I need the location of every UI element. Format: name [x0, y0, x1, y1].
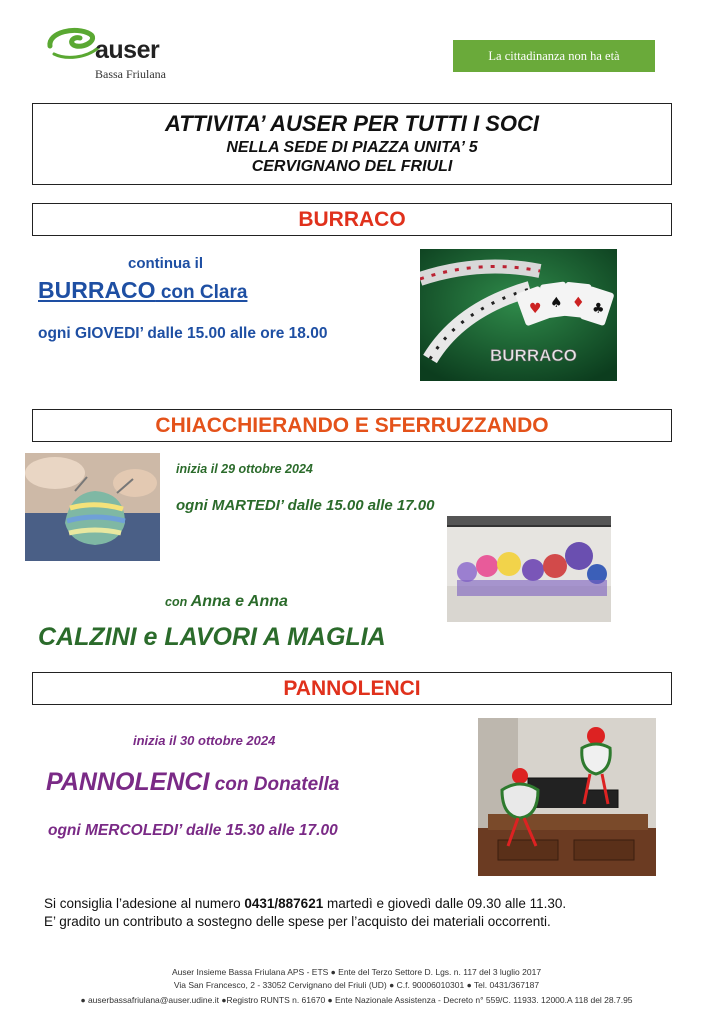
svg-text:♠: ♠	[550, 295, 563, 311]
pannolenci-teacher: con Donatella	[209, 774, 340, 795]
chiacchierando-activity: CALZINI e LAVORI A MAGLIA	[38, 623, 386, 651]
chiacchierando-teachers	[165, 593, 288, 611]
svg-text:♥: ♥	[529, 301, 542, 317]
footer-line-1: Auser Insieme Bassa Friulana APS - ETS ● Ente del Terzo Settore D. Lgs. n. 117 del 3 luglio 2017	[171, 967, 542, 977]
logo-name: auser	[95, 36, 160, 64]
title-line-3: CERVIGNANO DEL FRIULI	[251, 158, 453, 175]
note-suffix: martedì e giovedì dalle 09.30 alle 11.30.	[323, 896, 567, 911]
burraco-schedule: ogni GIOVEDI’ dalle 15.00 alle ore 18.00	[38, 325, 328, 342]
contribution-note: E’ gradito un contributo a sostegno delle spese per l’acquisto dei materiali occorrenti.	[44, 914, 551, 929]
section-heading-burraco: BURRACO	[32, 203, 672, 236]
con-label: con	[165, 595, 191, 609]
burraco-image-text: BURRACO	[490, 346, 577, 365]
pannolenci-start: inizia il 30 ottobre 2024	[133, 733, 276, 748]
title-line-1: ATTIVITA’ AUSER PER TUTTI I SOCI	[164, 111, 539, 136]
note-prefix: Si consiglia l’adesione al numero	[44, 896, 245, 911]
burraco-continua: continua il	[128, 255, 203, 272]
phone-number: 0431/887621	[244, 896, 324, 911]
membership-note	[44, 896, 566, 911]
knitting-sock-image	[25, 453, 160, 561]
pannolenci-name: PANNOLENCI	[46, 768, 210, 796]
section-heading-pannolenci: PANNOLENCI	[32, 672, 672, 705]
burraco-teacher: con Clara	[155, 282, 248, 303]
title-line-2: NELLA SEDE DI PIAZZA UNITA’ 5	[226, 139, 478, 156]
slogan-banner: La cittadinanza non ha età	[453, 40, 655, 72]
burraco-cards-image	[420, 249, 617, 381]
pannolenci-title	[46, 768, 339, 797]
knitted-dolls-image	[447, 516, 611, 622]
section-heading-chiacchierando: CHIACCHIERANDO E SFERRUZZANDO	[32, 409, 672, 442]
burraco-title	[38, 277, 247, 304]
auser-logo-icon	[46, 24, 102, 64]
felt-crafts-image	[478, 718, 656, 876]
title-box	[32, 103, 672, 185]
burraco-name: BURRACO	[38, 277, 156, 303]
svg-text:♣: ♣	[592, 301, 605, 317]
footer-line-2: Via San Francesco, 2 - 33052 Cervignano del Friuli (UD) ● C.f. 90006010301 ● Tel. 0431/367187	[173, 980, 540, 990]
logo-subtitle: Bassa Friulana	[95, 67, 166, 81]
svg-text:♦: ♦	[572, 295, 585, 311]
teachers-names: Anna e Anna	[190, 593, 288, 610]
footer-line-3: ● auserbassafriulana@auser.udine.it ●Registro RUNTS n. 61670 ● Ente Nazionale Assistenza - Decreto n° 559/C. 11933. 12000.A 118 del 28.7.95	[80, 995, 633, 1005]
chiacchierando-start: inizia il 29 ottobre 2024	[176, 462, 313, 476]
pannolenci-schedule: ogni MERCOLEDI’ dalle 15.30 alle 17.00	[48, 822, 338, 839]
chiacchierando-schedule: ogni MARTEDI’ dalle 15.00 alle 17.00	[176, 497, 435, 514]
